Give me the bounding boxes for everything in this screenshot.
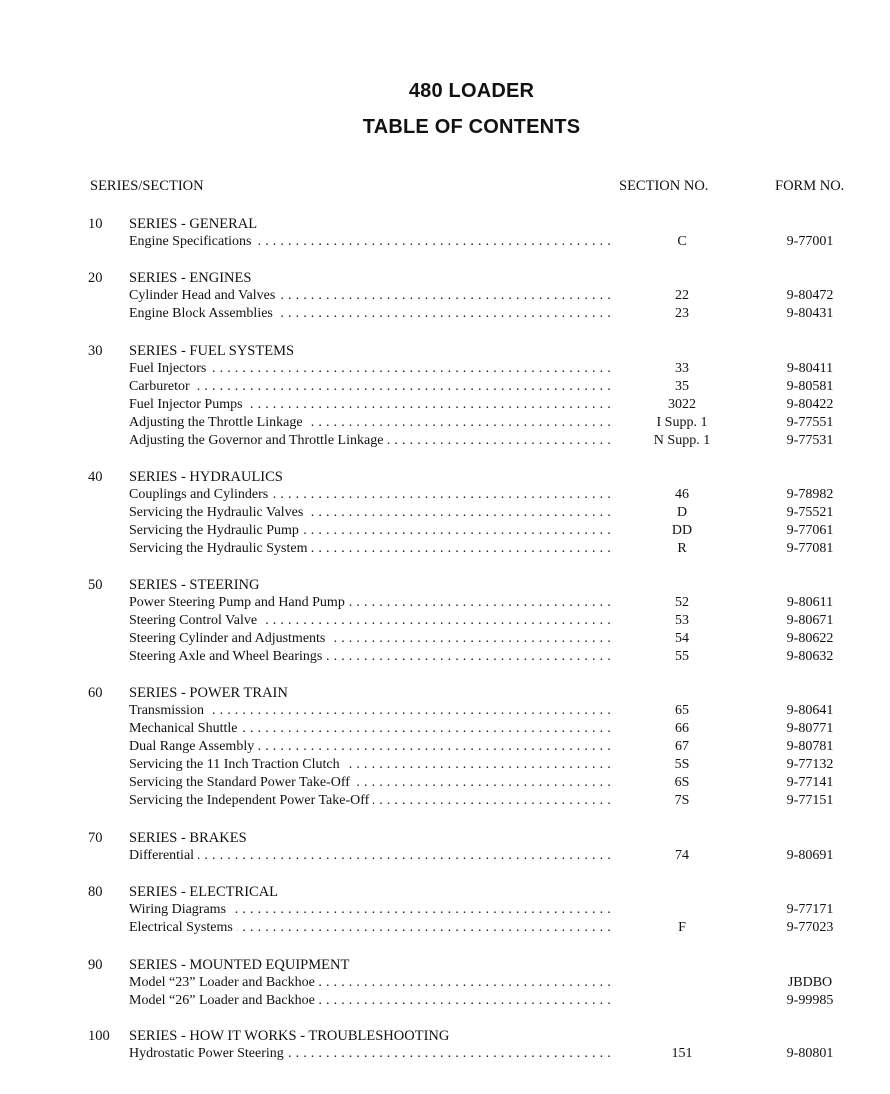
entry-form-number: 9-80641 bbox=[786, 703, 834, 718]
entry-section-number: 53 bbox=[675, 613, 689, 628]
entry-form-number: 9-80771 bbox=[786, 721, 834, 736]
toc-entry bbox=[0, 613, 890, 631]
entry-form-number: 9-80581 bbox=[786, 379, 834, 394]
series-number: 80 bbox=[88, 884, 103, 900]
entry-title bbox=[129, 288, 611, 304]
entry-form-number: 9-77171 bbox=[786, 902, 834, 917]
entry-title bbox=[129, 487, 611, 503]
entry-form-number: 9-80781 bbox=[786, 739, 834, 754]
entry-form-number: 9-80431 bbox=[786, 306, 834, 321]
entry-title-text: Electrical Systems bbox=[129, 920, 237, 935]
series-title: SERIES - ENGINES bbox=[129, 270, 252, 286]
toc-entry bbox=[0, 649, 890, 667]
entry-title bbox=[129, 721, 611, 737]
entry-title bbox=[129, 902, 611, 918]
toc-entry bbox=[0, 848, 890, 866]
series-number: 60 bbox=[88, 685, 103, 701]
toc-entry bbox=[0, 379, 890, 397]
entry-title-text: Engine Specifications bbox=[129, 234, 255, 249]
series-number: 70 bbox=[88, 830, 103, 846]
entry-section-number: C bbox=[677, 234, 687, 249]
entry-title-text: Fuel Injector Pumps bbox=[129, 397, 247, 412]
series-title: SERIES - BRAKES bbox=[129, 830, 247, 846]
toc-entry bbox=[0, 757, 890, 775]
entry-form-number: 9-80671 bbox=[786, 613, 834, 628]
series-number: 30 bbox=[88, 343, 103, 359]
toc-entry bbox=[0, 703, 890, 721]
entry-title-text: Adjusting the Throttle Linkage bbox=[129, 415, 307, 430]
entry-section-number: 151 bbox=[671, 1046, 693, 1061]
entry-title-text: Wiring Diagrams bbox=[129, 902, 230, 917]
entry-title bbox=[129, 631, 611, 647]
entry-form-number: 9-77531 bbox=[786, 433, 834, 448]
entry-section-number: 7S bbox=[674, 793, 690, 808]
toc-entry bbox=[0, 993, 890, 1011]
entry-form-number: 9-77551 bbox=[786, 415, 834, 430]
series-title: SERIES - POWER TRAIN bbox=[129, 685, 288, 701]
entry-title-text: Servicing the Hydraulic System bbox=[129, 541, 311, 556]
entry-section-number: 52 bbox=[675, 595, 689, 610]
series-title: SERIES - ELECTRICAL bbox=[129, 884, 279, 900]
entry-section-number: 65 bbox=[675, 703, 689, 718]
entry-title bbox=[129, 793, 611, 809]
entry-section-number: 5S bbox=[674, 757, 690, 772]
entry-title-text: Servicing the Standard Power Take-Off bbox=[129, 775, 354, 790]
series-title: SERIES - HYDRAULICS bbox=[129, 469, 283, 485]
entry-title bbox=[129, 505, 611, 521]
toc-entry bbox=[0, 397, 890, 415]
series-number: 10 bbox=[88, 216, 103, 232]
entry-title bbox=[129, 993, 611, 1009]
entry-title bbox=[129, 757, 611, 773]
entry-title-text: Steering Control Valve bbox=[129, 613, 261, 628]
entry-title bbox=[129, 361, 611, 377]
toc-entry bbox=[0, 415, 890, 433]
entry-form-number: 9-77132 bbox=[786, 757, 834, 772]
toc-entry bbox=[0, 361, 890, 379]
series-number: 90 bbox=[88, 957, 103, 973]
entry-title bbox=[129, 234, 611, 250]
document-subtitle: TABLE OF CONTENTS bbox=[362, 116, 581, 138]
entry-section-number: D bbox=[676, 505, 688, 520]
entry-section-number: 35 bbox=[675, 379, 689, 394]
toc-entry bbox=[0, 541, 890, 559]
toc-entry bbox=[0, 433, 890, 451]
entry-section-number: DD bbox=[671, 523, 693, 538]
entry-title-text: Transmission bbox=[129, 703, 208, 718]
entry-title-text: Servicing the Independent Power Take-Off bbox=[129, 793, 373, 808]
series-number: 40 bbox=[88, 469, 103, 485]
entry-title-text: Power Steering Pump and Hand Pump bbox=[129, 595, 349, 610]
toc-entry bbox=[0, 775, 890, 793]
entry-form-number: 9-77001 bbox=[786, 234, 834, 249]
entry-title-text: Servicing the Hydraulic Pump bbox=[129, 523, 303, 538]
series-title: SERIES - HOW IT WORKS - TROUBLESHOOTING bbox=[129, 1028, 450, 1044]
entry-form-number: JBDBO bbox=[787, 975, 833, 990]
toc-entry bbox=[0, 306, 890, 324]
entry-title bbox=[129, 541, 611, 557]
entry-section-number: R bbox=[677, 541, 687, 556]
entry-form-number: 9-99985 bbox=[786, 993, 834, 1008]
entry-form-number: 9-80622 bbox=[786, 631, 834, 646]
entry-form-number: 9-80691 bbox=[786, 848, 834, 863]
toc-entry bbox=[0, 288, 890, 306]
entry-form-number: 9-77141 bbox=[786, 775, 834, 790]
entry-title bbox=[129, 703, 611, 719]
entry-section-number: 6S bbox=[674, 775, 690, 790]
entry-title bbox=[129, 415, 611, 431]
entry-section-number: F bbox=[678, 920, 686, 935]
entry-form-number: 9-77023 bbox=[786, 920, 834, 935]
entry-title-text: Adjusting the Governor and Throttle Linkage bbox=[129, 433, 387, 448]
column-header-form-no: FORM NO. bbox=[775, 178, 845, 194]
entry-section-number: 74 bbox=[675, 848, 689, 863]
entry-section-number: 66 bbox=[675, 721, 689, 736]
entry-form-number: 9-78982 bbox=[786, 487, 834, 502]
entry-title-text: Hydrostatic Power Steering bbox=[129, 1046, 288, 1061]
entry-title-text: Fuel Injectors bbox=[129, 361, 210, 376]
entry-title bbox=[129, 975, 611, 991]
entry-title bbox=[129, 379, 611, 395]
column-header-section-no: SECTION NO. bbox=[619, 178, 709, 194]
series-number: 50 bbox=[88, 577, 103, 593]
entry-form-number: 9-80632 bbox=[786, 649, 834, 664]
entry-form-number: 9-80611 bbox=[786, 595, 834, 610]
entry-section-number: 54 bbox=[675, 631, 689, 646]
entry-section-number: 55 bbox=[675, 649, 689, 664]
entry-title bbox=[129, 920, 611, 936]
entry-form-number: 9-77151 bbox=[786, 793, 834, 808]
column-header-series-section: SERIES/SECTION bbox=[90, 178, 204, 194]
entry-title-text: Cylinder Head and Valves bbox=[129, 288, 279, 303]
entry-form-number: 9-80472 bbox=[786, 288, 834, 303]
series-title: SERIES - GENERAL bbox=[129, 216, 258, 232]
entry-title bbox=[129, 433, 611, 449]
entry-title-text: Couplings and Cylinders bbox=[129, 487, 272, 502]
toc-entry bbox=[0, 975, 890, 993]
document-title: 480 LOADER bbox=[408, 80, 535, 102]
entry-form-number: 9-80801 bbox=[786, 1046, 834, 1061]
toc-entry bbox=[0, 902, 890, 920]
entry-form-number: 9-80411 bbox=[786, 361, 834, 376]
toc-entry bbox=[0, 487, 890, 505]
entry-title-text: Steering Cylinder and Adjustments bbox=[129, 631, 329, 646]
series-number: 20 bbox=[88, 270, 103, 286]
entry-title-text: Model “23” Loader and Backhoe bbox=[129, 975, 319, 990]
series-title: SERIES - FUEL SYSTEMS bbox=[129, 343, 295, 359]
entry-form-number: 9-77081 bbox=[786, 541, 834, 556]
toc-entry bbox=[0, 920, 890, 938]
entry-title-text: Differential bbox=[129, 848, 198, 863]
entry-title bbox=[129, 649, 611, 665]
toc-entry bbox=[0, 505, 890, 523]
entry-title-text: Engine Block Assemblies bbox=[129, 306, 277, 321]
entry-title bbox=[129, 397, 611, 413]
entry-section-number: 67 bbox=[675, 739, 689, 754]
entry-title bbox=[129, 306, 611, 322]
entry-section-number: N Supp. 1 bbox=[653, 433, 711, 448]
entry-section-number: 33 bbox=[675, 361, 689, 376]
entry-section-number: 3022 bbox=[668, 397, 696, 412]
entry-section-number: 23 bbox=[675, 306, 689, 321]
series-title: SERIES - MOUNTED EQUIPMENT bbox=[129, 957, 350, 973]
toc-entry bbox=[0, 595, 890, 613]
entry-title bbox=[129, 595, 611, 611]
entry-form-number: 9-75521 bbox=[786, 505, 834, 520]
entry-title-text: Carburetor bbox=[129, 379, 194, 394]
toc-entry bbox=[0, 523, 890, 541]
series-title: SERIES - STEERING bbox=[129, 577, 260, 593]
entry-title bbox=[129, 523, 611, 539]
entry-form-number: 9-77061 bbox=[786, 523, 834, 538]
toc-entry bbox=[0, 721, 890, 739]
entry-title-text: Dual Range Assembly bbox=[129, 739, 258, 754]
entry-title bbox=[129, 739, 611, 755]
entry-title-text: Servicing the Hydraulic Valves bbox=[129, 505, 307, 520]
series-number: 100 bbox=[88, 1028, 110, 1044]
entry-section-number: 22 bbox=[675, 288, 689, 303]
entry-title-text: Steering Axle and Wheel Bearings bbox=[129, 649, 326, 664]
entry-title bbox=[129, 775, 611, 791]
entry-section-number: 46 bbox=[675, 487, 689, 502]
entry-title bbox=[129, 613, 611, 629]
entry-title-text: Servicing the 11 Inch Traction Clutch bbox=[129, 757, 344, 772]
entry-title-text: Mechanical Shuttle bbox=[129, 721, 241, 736]
toc-entry bbox=[0, 234, 890, 252]
toc-entry bbox=[0, 1046, 890, 1064]
entry-title-text: Model “26” Loader and Backhoe bbox=[129, 993, 319, 1008]
toc-entry bbox=[0, 739, 890, 757]
toc-entry bbox=[0, 631, 890, 649]
toc-entry bbox=[0, 793, 890, 811]
entry-title bbox=[129, 1046, 611, 1062]
entry-form-number: 9-80422 bbox=[786, 397, 834, 412]
entry-section-number: I Supp. 1 bbox=[656, 415, 708, 430]
entry-title bbox=[129, 848, 611, 864]
